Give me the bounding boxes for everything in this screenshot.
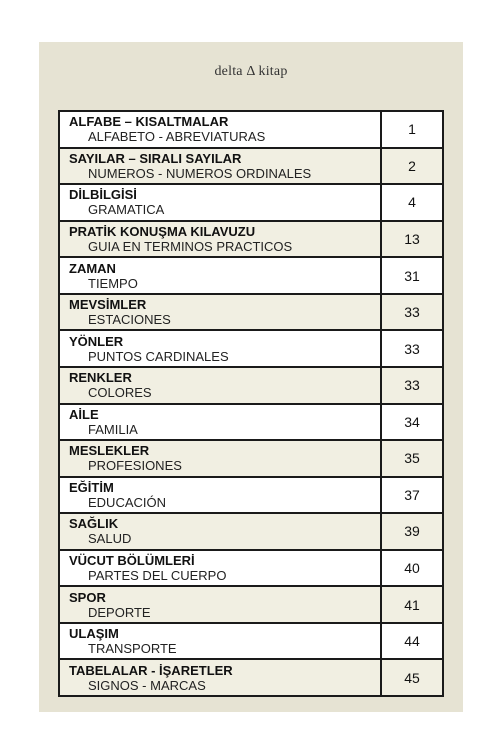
- turkish-title: SAYILAR – SIRALI SAYILAR: [69, 150, 242, 166]
- turkish-title: SAĞLIK: [69, 516, 119, 532]
- page-number: 31: [380, 258, 442, 293]
- turkish-title: ZAMAN: [69, 260, 116, 276]
- turkish-title: SPOR: [69, 589, 106, 605]
- spanish-title: ALFABETO - ABREVIATURAS: [88, 129, 266, 145]
- toc-row: [60, 295, 442, 332]
- page-number: 33: [380, 331, 442, 366]
- toc-row: [60, 185, 442, 222]
- spanish-title: SALUD: [88, 531, 132, 547]
- spanish-title: TIEMPO: [88, 275, 138, 291]
- turkish-title: AİLE: [69, 406, 99, 422]
- page-number: 37: [380, 478, 442, 513]
- spanish-title: COLORES: [88, 385, 152, 401]
- turkish-title: PRATİK KONUŞMA KILAVUZU: [69, 223, 256, 239]
- toc-row: [60, 624, 442, 661]
- page-number: 34: [380, 405, 442, 440]
- toc-row: [60, 149, 442, 186]
- book-page: [39, 42, 463, 712]
- spanish-title: FAMILIA: [88, 421, 138, 437]
- turkish-title: ALFABE – KISALTMALAR: [69, 114, 229, 130]
- spanish-title: NUMEROS - NUMEROS ORDINALES: [88, 165, 312, 181]
- turkish-title: TABELALAR - İŞARETLER: [69, 662, 233, 678]
- page-number: 1: [380, 112, 442, 147]
- page-number: 13: [380, 222, 442, 257]
- toc-row: [60, 258, 442, 295]
- turkish-title: MESLEKLER: [69, 443, 150, 459]
- turkish-title: YÖNLER: [69, 333, 124, 349]
- page-number: 41: [380, 587, 442, 622]
- toc-row: [60, 331, 442, 368]
- spanish-title: SIGNOS - MARCAS: [88, 677, 206, 693]
- turkish-title: ULAŞIM: [69, 626, 119, 642]
- toc-row: [60, 660, 442, 695]
- spanish-title: EDUCACIÓN: [88, 494, 167, 510]
- page-number: 39: [380, 514, 442, 549]
- spanish-title: TRANSPORTE: [88, 641, 177, 657]
- page-number: 2: [380, 149, 442, 184]
- spanish-title: DEPORTE: [88, 604, 151, 620]
- page-number: 45: [380, 660, 442, 695]
- toc-row: [60, 551, 442, 588]
- table-of-contents: [58, 110, 444, 697]
- brand-header: delta Δ kitap: [214, 64, 288, 79]
- toc-row: [60, 112, 442, 149]
- toc-row: [60, 587, 442, 624]
- spanish-title: PARTES DEL CUERPO: [88, 568, 227, 584]
- turkish-title: RENKLER: [69, 370, 132, 386]
- page-number: 4: [380, 185, 442, 220]
- toc-row: [60, 514, 442, 551]
- spanish-title: PUNTOS CARDINALES: [88, 348, 229, 364]
- spanish-title: GRAMATICA: [88, 202, 165, 218]
- turkish-title: VÜCUT BÖLÜMLERİ: [69, 553, 195, 569]
- toc-row: [60, 222, 442, 259]
- turkish-title: EĞİTİM: [69, 479, 114, 495]
- turkish-title: MEVSİMLER: [69, 297, 147, 313]
- spanish-title: ESTACIONES: [88, 312, 171, 328]
- toc-row: [60, 478, 442, 515]
- page-number: 35: [380, 441, 442, 476]
- spanish-title: PROFESIONES: [88, 458, 182, 474]
- toc-row: [60, 405, 442, 442]
- spanish-title: GUIA EN TERMINOS PRACTICOS: [88, 238, 293, 254]
- page-number: 33: [380, 368, 442, 403]
- turkish-title: DİLBİLGİSİ: [69, 187, 137, 203]
- page-number: 40: [380, 551, 442, 586]
- page-number: 33: [380, 295, 442, 330]
- page-number: 44: [380, 624, 442, 659]
- toc-row: [60, 368, 442, 405]
- toc-row: [60, 441, 442, 478]
